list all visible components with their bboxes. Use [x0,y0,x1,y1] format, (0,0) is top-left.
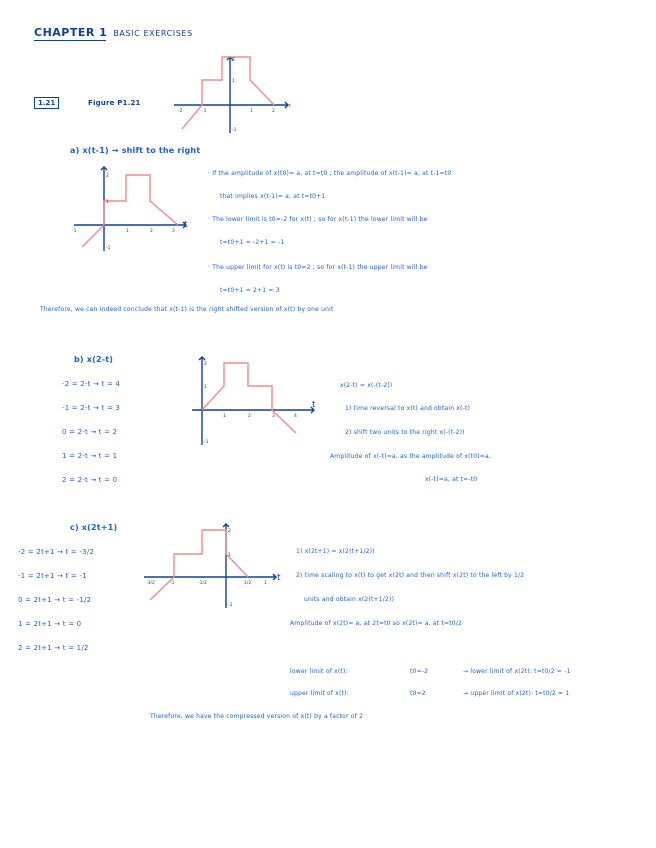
figure-caption: Figure P1.21 [88,99,141,107]
chapter-title [34,26,193,39]
svg-text:-1: -1 [202,109,207,114]
svg-text:2: 2 [272,109,275,114]
svg-text:3: 3 [272,414,275,419]
svg-text:1: 1 [126,229,129,234]
part-a-heading: a) x(t-1) → shift to the right [70,146,201,155]
figure-original-plot [172,55,292,135]
upper-limit-value: t0=2 [410,690,426,697]
svg-text:2: 2 [228,529,231,534]
part-a-conclusion: Therefore, we can indeed conclude that x(t-1) is the right shifted version of x(t) by one unit [40,306,334,313]
upper-limit-label: upper limit of x(t): [290,690,349,697]
part-c-eq-2: -1 = 2t+1 → t = -1 [18,572,87,580]
part-b-note-4: Amplitude of x(-t)=a, as the amplitude of x(t0)=a, [330,453,492,460]
svg-text:t: t [312,400,316,410]
part-a-note-1: · If the amplitude of x(t0)= a, at t=t0 ; the amplitude of x(t-1)= a, at t-1=t0 [208,170,452,177]
part-b-note-2: 1) time reversal to x(t) and obtain x(-t) [345,405,471,412]
part-a-note-6: t=t0+1 = 2+1 = 3 [220,287,280,294]
part-a-note-3: · The lower limit is t0=-2 for x(t) ; so for x(t-1) the lower limit will be [208,216,428,223]
part-b-eq-3: 0 = 2-t → t = 2 [62,428,118,436]
part-b-note-5: x(-t)=a, at t=-t0 [425,476,478,483]
part-c-heading: c) x(2t+1) [70,523,118,532]
part-c-plot [142,522,282,612]
part-b-eq-1: -2 = 2-t → t = 4 [62,380,121,388]
part-a-note-5: · The upper limit for x(t) is t0=2 ; so for x(t-1) the upper limit will be [208,264,428,271]
svg-text:-1: -1 [204,440,209,445]
svg-text:-3/2: -3/2 [146,581,155,586]
svg-text:2: 2 [150,229,153,234]
svg-text:2: 2 [248,414,251,419]
title-underline [34,40,106,41]
svg-text:1: 1 [250,109,253,114]
upper-limit-result: → upper limit of x(2t): t=t0/2 = 1 [463,690,570,697]
part-c-eq-3: 0 = 2t+1 → t = -1/2 [18,596,92,604]
lower-limit-value: t0=-2 [410,668,429,675]
part-b-plot [190,355,320,450]
part-c-note-1: 1) x(2t+1) = x(2(t+1/2)) [296,548,375,555]
lower-limit-result: → lower limit of x(2t): t=t0/2 = -1 [463,668,571,675]
part-c-note-2: 2) time scaling to x(t) to get x(2t) and then shift x(2t) to the left by 1/2 [296,572,525,579]
svg-text:-1: -1 [72,229,77,234]
part-c-eq-4: 1 = 2t+1 → t = 0 [18,620,82,628]
svg-text:t: t [289,104,291,109]
svg-text:-1: -1 [106,246,111,251]
part-c-eq-1: -2 = 2t+1 → t = -3/2 [18,548,94,556]
svg-text:2: 2 [106,174,109,179]
chapter-subtitle: BASIC EXERCISES [113,29,193,38]
part-c-note-3: units and obtain x(2(t+1/2)) [304,596,395,603]
part-b-eq-5: 2 = 2-t → t = 0 [62,476,118,484]
svg-text:-1: -1 [170,581,175,586]
svg-text:-2: -2 [178,109,183,114]
part-c-note-4: Amplitude of x(2t)= a, at 2t=t0 so x(2t)= a, at t=t0/2 [290,620,463,627]
svg-text:2: 2 [232,58,235,63]
part-a-note-2: that implies x(t-1)= a, at t=t0+1 [220,193,326,200]
lower-limit-label: lower limit of x(t): [290,668,348,675]
svg-text:1: 1 [106,200,109,205]
part-c-eq-5: 2 = 2t+1 → t = 1/2 [18,644,89,652]
part-b-heading: b) x(2-t) [74,355,114,364]
part-a-plot [72,165,192,255]
part-a-note-4: t=t0+1 = -2+1 = -1 [220,239,285,246]
svg-text:-1: -1 [232,128,237,133]
svg-text:-1: -1 [228,603,233,608]
svg-text:1/2: 1/2 [244,581,252,586]
svg-text:3: 3 [172,229,175,234]
svg-text:1: 1 [228,553,231,558]
svg-text:1: 1 [204,385,207,390]
svg-text:t: t [277,573,281,583]
part-b-eq-2: -1 = 2-t → t = 3 [62,404,121,412]
svg-text:1: 1 [223,414,226,419]
svg-text:2: 2 [204,362,207,367]
chapter-label: CHAPTER 1 [34,26,108,39]
problem-number: 1.21 [34,97,59,109]
svg-text:1: 1 [264,581,267,586]
part-b-eq-4: 1 = 2-t → t = 1 [62,452,118,460]
svg-text:4: 4 [294,414,297,419]
svg-text:t: t [184,220,188,230]
part-b-note-3: 2) shift two units to the right x(-(t-2)) [345,429,465,436]
svg-text:-1/2: -1/2 [198,581,207,586]
part-c-conclusion: Therefore, we have the compressed version of x(t) by a factor of 2 [150,713,364,720]
part-b-note-1: x(2-t) = x(-(t-2)) [340,382,393,389]
svg-text:1: 1 [232,79,235,84]
